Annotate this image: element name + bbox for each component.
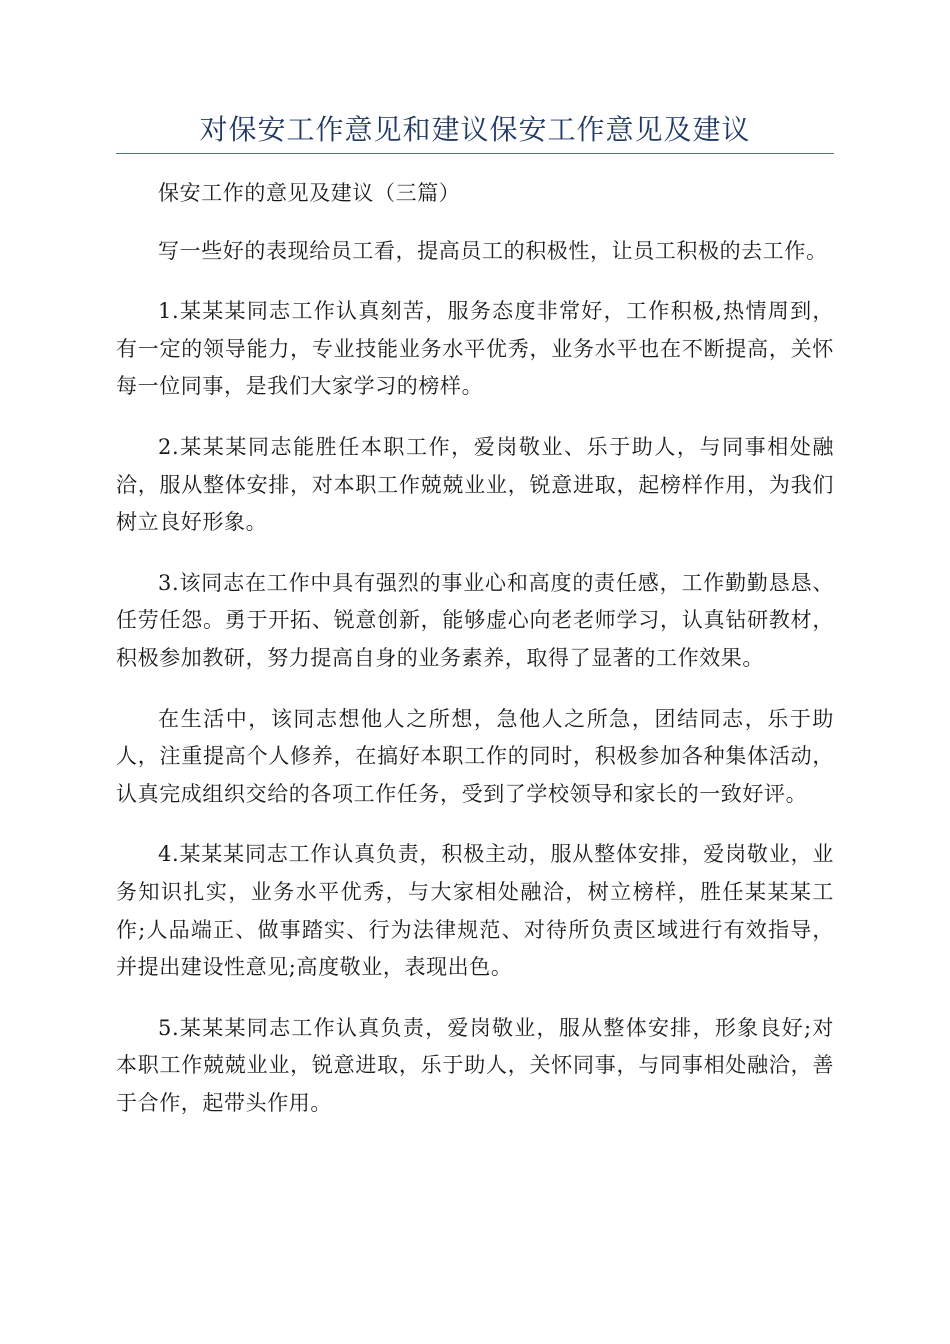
item-2-paragraph: 2.某某某同志能胜任本职工作，爱岗敬业、乐于助人，与同事相处融洽，服从整体安排，对本职工作兢兢业业，锐意进取，起榜样作用，为我们树立良好形象。 [116,434,834,535]
subtitle-paragraph: 保安工作的意见及建议（三篇） [158,181,461,205]
item-4-paragraph: 4.某某某同志工作认真负责，积极主动，服从整体安排，爱岗敬业，业务知识扎实，业务水平优秀，与大家相处融洽，树立榜样，胜任某某某工作;人品端正、做事踏实、行为法律规范、对待所负责区域进行有效指导，并提出建设性意见;高度敬业，表现出色。 [116,842,834,980]
document-body [116,175,834,1145]
document-title: 对保安工作意见和建议保安工作意见及建议 [199,113,751,146]
title-underline [116,153,834,154]
item-1-paragraph: 1.某某某同志工作认真刻苦，服务态度非常好，工作积极,热情周到，有一定的领导能力，专业技能业务水平优秀，业务水平也在不断提高，关怀每一位同事，是我们大家学习的榜样。 [116,299,834,399]
item-3-paragraph: 3.该同志在工作中具有强烈的事业心和高度的责任感，工作勤勤恳恳、任劳任怨。勇于开拓、锐意创新，能够虚心向老老师学习，认真钻研教材，积极参加教研，努力提高自身的业务素养，取得了显著的工作效果。 [116,570,834,670]
intro-paragraph: 写一些好的表现给员工看，提高员工的积极性，让员工积极的去工作。 [158,238,828,263]
item-5-paragraph: 5.某某某同志工作认真负责，爱岗敬业，服从整体安排，形象良好;对本职工作兢兢业业，锐意进取，乐于助人，关怀同事，与同事相处融洽，善于合作，起带头作用。 [116,1015,834,1115]
life-paragraph: 在生活中，该同志想他人之所想，急他人之所急，团结同志，乐于助人，注重提高个人修养，在搞好本职工作的同时，积极参加各种集体活动，认真完成组织交给的各项工作任务，受到了学校领导和家长的一致好评。 [116,706,834,806]
